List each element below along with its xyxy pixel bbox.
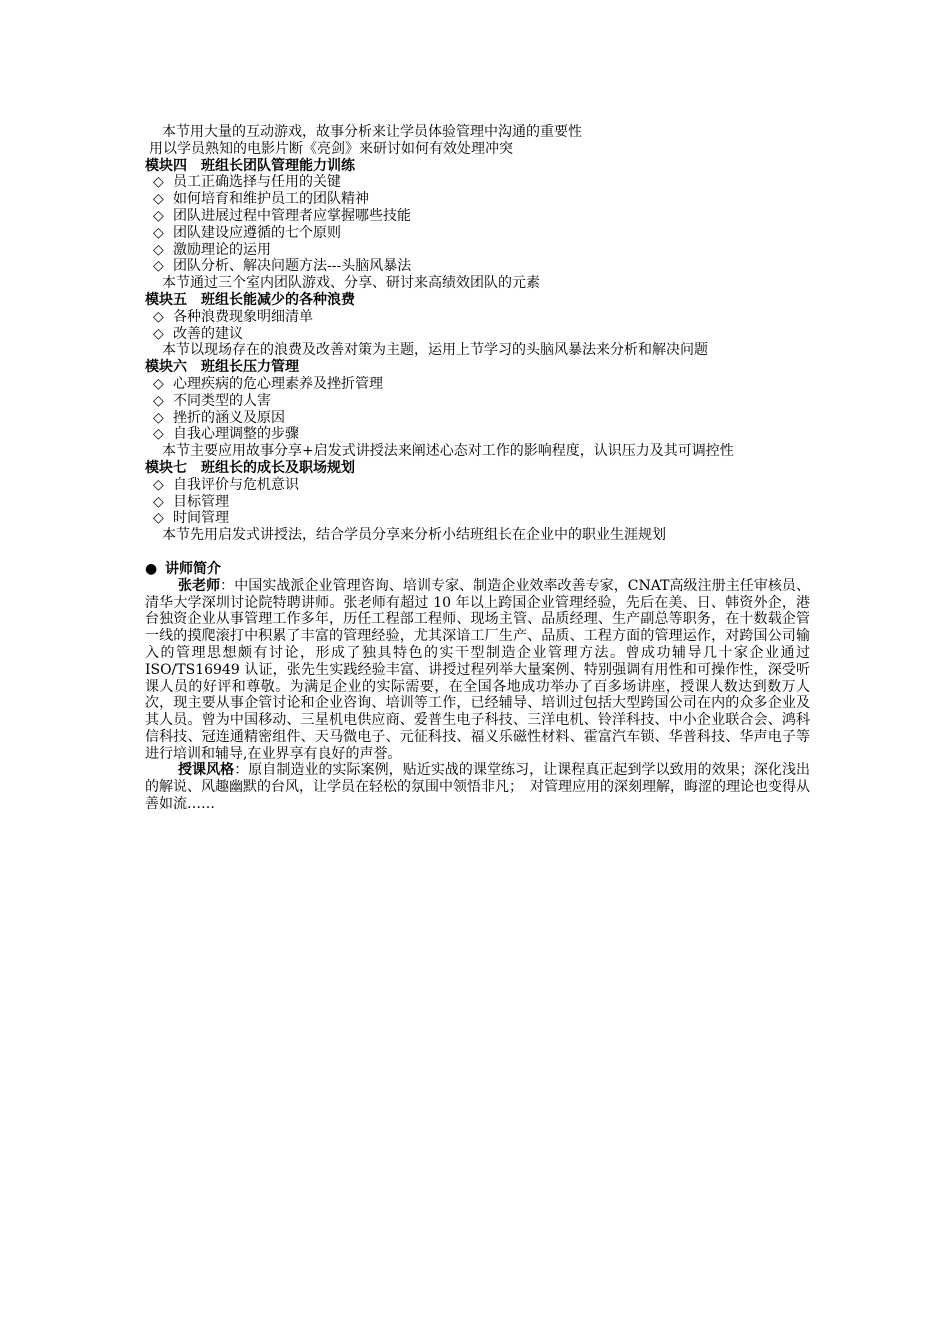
- diamond-bullet-icon: ◇: [153, 426, 164, 443]
- module-number: 模块四: [145, 157, 187, 174]
- module5-heading: [145, 292, 810, 309]
- document-content: [145, 124, 810, 813]
- module6-desc: 本节主要应用故事分享+启发式讲授法来阐述心态对工作的影响程度，认识压力及其可调控性: [162, 443, 734, 460]
- module-number: 模块六: [145, 359, 187, 376]
- list-item: ◇ 时间管理: [153, 510, 229, 527]
- list-item: ◇ 如何培育和维护员工的团队精神: [153, 191, 369, 208]
- module6-heading: [145, 359, 810, 376]
- module-number: 模块七: [145, 459, 187, 476]
- list-item: ◇ 不同类型的人害: [153, 392, 271, 409]
- list-item: ◇ 团队建设应遵循的七个原则: [153, 224, 341, 241]
- teaching-style-label: 授课风格: [178, 762, 235, 779]
- list-item: ◇ 挫折的涵义及原因: [153, 409, 285, 426]
- lecturer-heading-text: 讲师简介: [165, 560, 221, 577]
- diamond-bullet-icon: ◇: [153, 241, 164, 258]
- lecturer-bio: [145, 578, 810, 763]
- diamond-bullet-icon: ◇: [153, 174, 164, 191]
- module4-heading: [145, 158, 810, 175]
- list-item: ◇ 团队进展过程中管理者应掌握哪些技能: [153, 207, 411, 224]
- list-item: ◇ 激励理论的运用: [153, 241, 271, 258]
- diamond-bullet-icon: ◇: [153, 510, 164, 527]
- module5-desc: 本节以现场存在的浪费及改善对策为主题，运用上节学习的头脑风暴法来分析和解决问题: [162, 342, 708, 359]
- diamond-bullet-icon: ◇: [153, 207, 164, 224]
- module7-desc: 本节先用启发式讲授法，结合学员分享来分析小结班组长在企业中的职业生涯规划: [162, 527, 666, 544]
- diamond-bullet-icon: ◇: [153, 375, 164, 392]
- module-title: 班组长团队管理能力训练: [201, 157, 355, 174]
- bullet-dot-icon: ●: [145, 560, 158, 577]
- lecturer-bio-text: ：中国实战派企业管理咨询、培训专家、制造企业效率改善专家，CNAT高级注册主任审核员、清华大学深圳讨论院特聘讲师。张老师有超过 10 年以上跨国企业管理经验，先后在美、日、韩资外企，港台独资企业从事管理工作多年，历任工程部工程师、现场主管、品质经理、生产副总等职务，在十数载企管一线的摸爬滚打中积累了丰富的管理经验，尤其深谙工厂生产、品质、工程方面的管理运作，对跨国公司输入的管理思想颇有讨论，形成了独具特色的实干型制造企业管理方法。曾成功辅导几十家企业通过 ISO/TS16949 认证，张先生实践经验丰富、讲授过程列举大量案例、特别强调有用性和可操作性，深受听课人员的好评和尊敬。为满足企业的实际需要，在全国各地成功举办了百多场讲座，授课人数达到数万人次，现主要从事企管讨论和企业咨询、培训等工作，已经辅导、培训过包括大型跨国公司在内的众多企业及其人员。曾为中国移动、三星机电供应商、爱普生电子科技、三洋电机、铃洋科技、中小企业联合会、鸿科信科技、冠连通精密组件、天马微电子、元征科技、福义乐磁性材料、霍富汽车锁、华普科技、华声电子等进行培训和辅导,在业界享有良好的声誉。: [145, 577, 810, 762]
- module-title: 班组长能减少的各种浪费: [201, 291, 355, 308]
- list-item: ◇ 团队分析、解决问题方法---头脑风暴法: [153, 258, 412, 275]
- module-title: 班组长的成长及职场规划: [201, 459, 355, 476]
- list-item: ◇ 员工正确选择与任用的关键: [153, 174, 341, 191]
- list-item: ◇ 自我心理调整的步骤: [153, 426, 299, 443]
- lecturer-name: 张老师: [178, 577, 221, 594]
- teaching-style-text: ：原自制造业的实际案例，贴近实战的课堂练习，让课程真正起到学以致用的效果；深化浅出的解说、风趣幽默的台风，让学员在轻松的氛围中领悟非凡； 对管理应用的深刻理解，晦涩的理论也变得从善如流……: [145, 762, 811, 813]
- diamond-bullet-icon: ◇: [153, 308, 164, 325]
- diamond-bullet-icon: ◇: [153, 493, 164, 510]
- module3-desc-1: 本节用大量的互动游戏，故事分析来让学员体验管理中沟通的重要性: [162, 124, 582, 140]
- teaching-style: [145, 762, 810, 812]
- lecturer-heading: [145, 561, 810, 578]
- module-title: 班组长压力管理: [201, 359, 299, 376]
- diamond-bullet-icon: ◇: [153, 409, 164, 426]
- diamond-bullet-icon: ◇: [153, 392, 164, 409]
- diamond-bullet-icon: ◇: [153, 258, 164, 275]
- diamond-bullet-icon: ◇: [153, 476, 164, 493]
- module-number: 模块五: [145, 291, 187, 308]
- diamond-bullet-icon: ◇: [153, 191, 164, 208]
- list-item: ◇ 改善的建议: [153, 325, 243, 342]
- list-item: ◇ 目标管理: [153, 493, 229, 510]
- module4-desc: 本节通过三个室内团队游戏、分享、研讨来高绩效团队的元素: [162, 275, 540, 292]
- module3-desc-2: 用以学员熟知的电影片断《亮剑》来研讨如何有效处理冲突: [149, 140, 513, 157]
- list-item: ◇ 各种浪费现象明细清单: [153, 308, 313, 325]
- module7-heading: [145, 460, 810, 477]
- list-item: ◇ 自我评价与危机意识: [153, 476, 299, 493]
- diamond-bullet-icon: ◇: [153, 224, 164, 241]
- diamond-bullet-icon: ◇: [153, 325, 164, 342]
- list-item: ◇ 心理疾病的危心理素养及挫折管理: [153, 375, 383, 392]
